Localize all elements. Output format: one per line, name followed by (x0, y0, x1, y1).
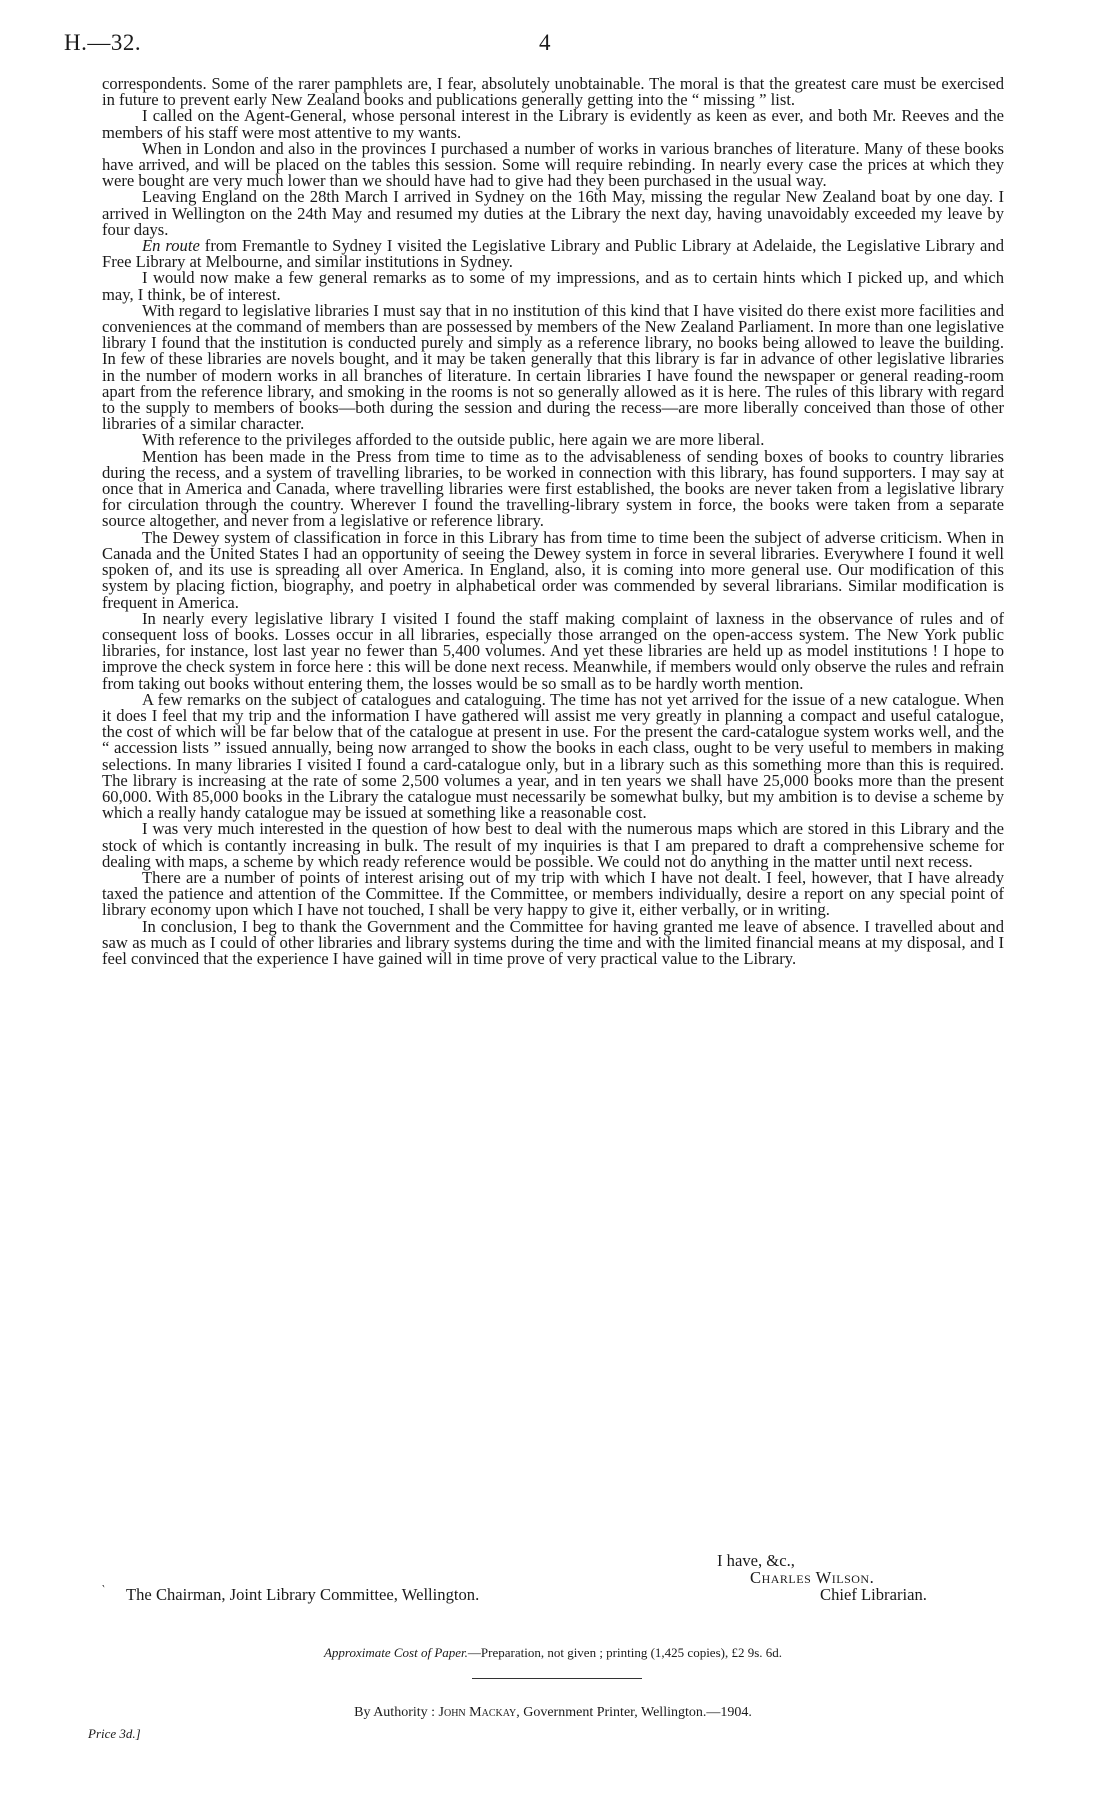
signoff-block (102, 1552, 1004, 1603)
footer-rule (472, 1678, 642, 1679)
body-paragraph: Leaving England on the 28th March I arrived in Sydney on the 16th May, missing the regular New Zealand boat by one day. I arrived in Wellington on the 24th May and resumed my duties at the Library the next day, having unavoidably exceeded my leave by four days. (102, 187, 1004, 239)
body-paragraph: The Dewey system of classification in force in this Library has from time to time been the subject of adverse criticism. When in Canada and the United States I had an opportunity of seeing the Dewey system in force in several libraries. Everywhere I found it well spoken of, and its use is spreading all over America. In England, also, it is coming into more general use. Our modification of this system by placing fiction, biography, and poetry in alphabetical order was commended by several librarians. Similar modification is frequent in America. (102, 527, 1004, 612)
page-number: 4 (539, 30, 551, 55)
cost-note (102, 1645, 1004, 1661)
addressee: The Chairman, Joint Library Committee, Wellington. (126, 1585, 480, 1604)
en-route-italic: En route (142, 236, 200, 256)
en-route-text: from Fremantle to Sydney I visited the Legislative Library and Public Library at Adelaide, the Legislative Library and Free Library at Melbourne, and similar institutions in Sydney. (102, 236, 1004, 272)
authority-prefix: By Authority : (354, 1705, 439, 1720)
printer-name: John Mackay (438, 1705, 517, 1720)
signatory-title: Chief Librarian. (820, 1585, 927, 1604)
body-paragraph: When in London and also in the provinces I purchased a number of works in various branches of literature. Many of these books have arrived, and will be placed on the tables this session. Some will require rebinding. In nearly every case the prices at which they were bought are very much lower than we should have had to give had they been purchased in the usual way. (102, 138, 1004, 191)
body-paragraph (102, 238, 1004, 270)
body-paragraph: In conclusion, I beg to thank the Government and the Committee for having granted me leave of absence. I travelled about and saw as much as I could of other libraries and library systems during the time and with the limited financial means at my disposal, and I feel convinced that the experience I have gained will in time prove of very practical value to the Library. (102, 916, 1004, 968)
body-paragraph: I was very much interested in the question of how best to deal with the numerous maps which are stored in this Library and the stock of which is contantly increasing in bulk. The result of my inquiries is that I am prepared to draft a comprehensive scheme for dealing with maps, a scheme by which ready reference would be possible. We could not do anything in the matter until next recess. (102, 819, 1004, 871)
series-number: H.—32. (64, 30, 142, 55)
body-paragraph: With regard to legislative libraries I must say that in no institution of this kind that I have visited do there exist more facilities and conveniences at the command of members than are possessed by members of the New Zealand Parliament. In more than one legislative library I found that the institution is conducted purely and simply as a reference library, no books being allowed to leave the building. In few of these libraries are novels bought, and it may be taken generally that this library is far in advance of other legislative libraries in the number of modern works in all branches of literature. In certain libraries I have found the newspaper or general reading-room apart from the reference library, and smoking in the rooms is not so generally allowed as it is here. The rules of this library with regard to the supply to members of books—both during the session and during the recess—are more liberally conceived than those of other libraries of a similar character. (102, 300, 1004, 434)
authority-suffix: , Government Printer, Wellington.—1904. (516, 1705, 752, 1720)
price-note: Price 3d.] (88, 1726, 141, 1741)
stray-mark: ‵ (102, 1583, 105, 1597)
signatory-name: Charles Wilson. (750, 1568, 875, 1587)
cost-text: —Preparation, not given ; printing (1,425 copies), £2 9s. 6d. (467, 1645, 783, 1660)
body-paragraph: In nearly every legislative library I visited I found the staff making complaint of laxness in the observance of rules and of consequent loss of books. Losses occur in all libraries, especially those arranged on the open-access system. The New York public libraries, for instance, lost last year no fewer than 5,400 volumes. And yet these libraries are held up as model institutions ! I hope to improve the check system in force here : this will be done next recess. Meanwhile, if members would only observe the rules and refrain from taking out books without entering them, the losses would be so small as to be hardly worth mention. (102, 608, 1004, 693)
report-body (102, 76, 1004, 967)
body-paragraph: There are a number of points of interest arising out of my trip with which I have not dealt. I feel, however, that I have already taxed the patience and attention of the Committee. If the Committee, or members individually, desire a report on any special point of library economy upon which I have not touched, I shall be very happy to give it, either verbally, or in writing. (102, 867, 1004, 920)
printer-authority (102, 1705, 1004, 1721)
body-paragraph: With reference to the privileges afforded to the outside public, here again we are more liberal. (142, 430, 765, 450)
body-paragraph: I would now make a few general remarks as to some of my impressions, and as to certain hints which I picked up, and which may, I think, be of interest. (102, 268, 1004, 304)
body-paragraph: A few remarks on the subject of catalogues and cataloguing. The time has not yet arrived for the issue of a new catalogue. When it does I feel that my trip and the information I have gathered will assist me very greatly in planning a compact and useful catalogue, the cost of which will be far below that of the catalogue at present in use. For the present the card-catalogue system works well, and the “ accession lists ” issued annually, being now arranged to show the books in each class, ought to be very useful to members in making selections. In many libraries I visited I found a card-catalogue only, but in a library such as this something more than this is required. The library is increasing at the rate of some 2,500 volumes a year, and in ten years we shall have 25,000 books more than the present 60,000. With 85,000 books in the Library the catalogue must necessarily be somewhat bulky, but my ambition is to devise a scheme by which a really handy catalogue may be issued at something like a reasonable cost. (102, 689, 1004, 823)
page-header (64, 30, 1014, 60)
cost-label: Approximate Cost of Paper. (323, 1645, 468, 1660)
closing-line: I have, &c., (717, 1551, 795, 1570)
body-paragraph: correspondents. Some of the rarer pamphlets are, I fear, absolutely unobtainable. The moral is that the greatest care must be exercised in future to prevent early New Zealand books and publications generally getting into the “ missing ” list. (102, 74, 1004, 110)
body-paragraph: Mention has been made in the Press from time to time as to the advisableness of sending boxes of books to country libraries during the recess, and a system of travelling libraries, to be worked in connection with this library, has found supporters. I may say at once that in America and Canada, where travelling libraries were first established, the books are never taken from a legislative library for circulation through the country. Wherever I found the travelling-library system in force, the books were taken from a separate source altogether, and never from a legislative or reference library. (102, 446, 1004, 531)
body-paragraph: I called on the Agent-General, whose personal interest in the Library is evidently as keen as ever, and both Mr. Reeves and the members of his staff were most attentive to my wants. (102, 106, 1004, 142)
